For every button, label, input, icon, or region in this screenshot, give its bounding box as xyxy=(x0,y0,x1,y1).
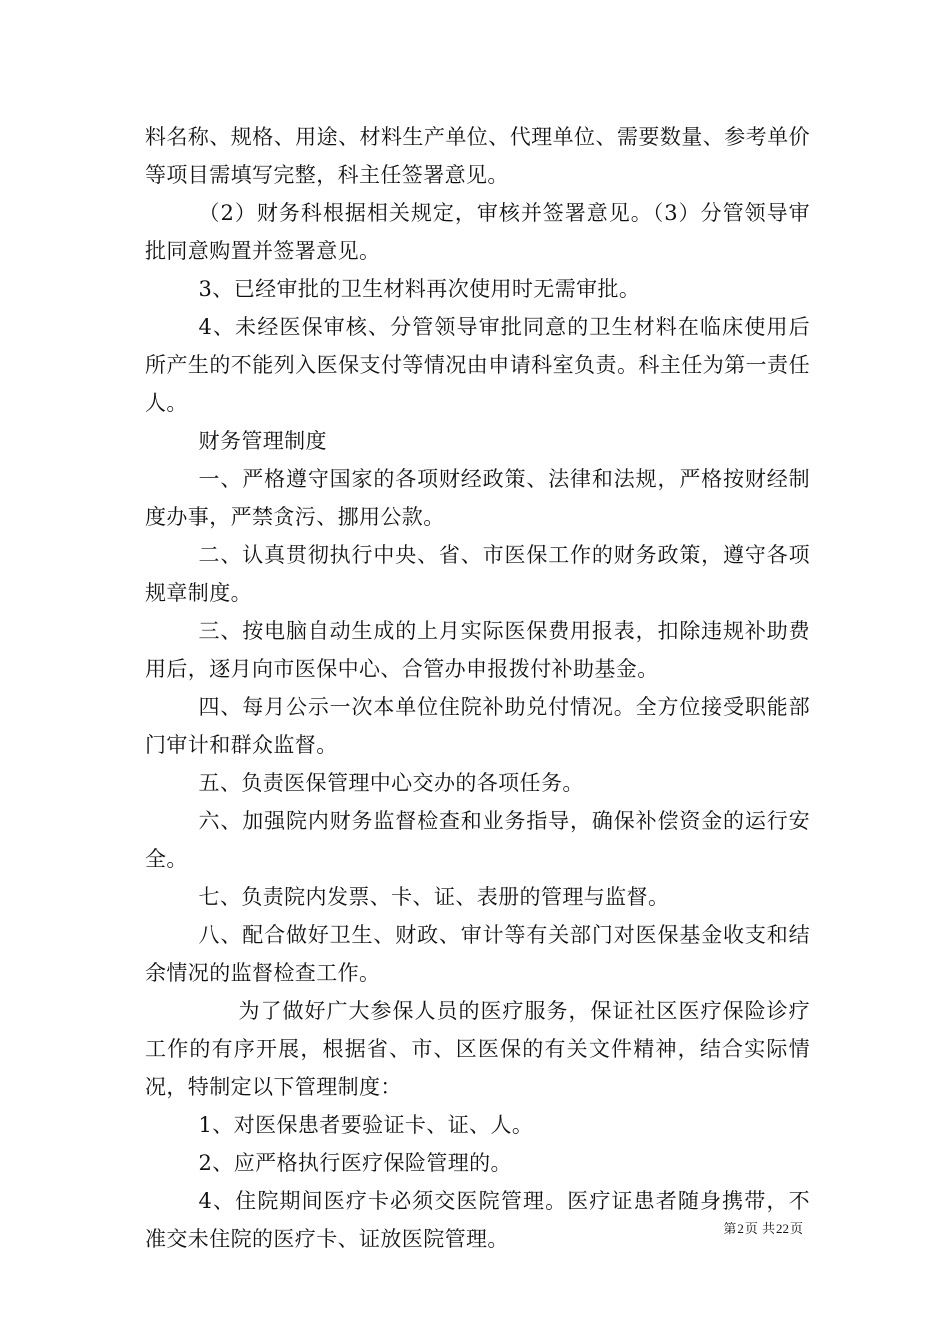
paragraph-item-1: 1、对医保患者要验证卡、证、人。 xyxy=(198,1113,534,1137)
paragraph-rule-6: 六、加强院内财务监督检查和业务指导，确保补偿资金的运行安全。 xyxy=(145,809,810,871)
paragraph-materials-continued: 料名称、规格、用途、材料生产单位、代理单位、需要数量、参考单价等项目需填写完整，科主任签署意见。 xyxy=(145,125,810,187)
footer-middle: 页 共 xyxy=(744,1222,775,1237)
footer-suffix: 页 xyxy=(789,1222,803,1237)
document-body xyxy=(145,118,810,1258)
paragraph-no-reapproval: 3、已经审批的卫生材料再次使用时无需审批。 xyxy=(198,277,641,301)
section-heading-finance: 财务管理制度 xyxy=(198,429,327,453)
footer-current-page: 2 xyxy=(737,1221,744,1236)
paragraph-unapproved-materials: 4、未经医保审核、分管领导审批同意的卫生材料在临床使用后所产生的不能列入医保支付等情况由申请科室负责。科主任为第一责任人。 xyxy=(145,315,810,415)
footer-prefix: 第 xyxy=(723,1222,737,1237)
paragraph-rule-5: 五、负责医保管理中心交办的各项任务。 xyxy=(198,771,584,795)
paragraph-rule-1: 一、严格遵守国家的各项财经政策、法律和法规，严格按财经制度办事，严禁贪污、挪用公款。 xyxy=(145,467,810,529)
paragraph-rule-7: 七、负责院内发票、卡、证、表册的管理与监督。 xyxy=(198,885,670,909)
paragraph-finance-review: （2）财务科根据相关规定，审核并签署意见。（3）分管领导审批同意购置并签署意见。 xyxy=(145,201,810,263)
paragraph-rule-3: 三、按电脑自动生成的上月实际医保费用报表，扣除违规补助费用后，逐月向市医保中心、合管办申报拨付补助基金。 xyxy=(145,619,810,681)
paragraph-intro-management: 为了做好广大参保人员的医疗服务，保证社区医疗保险诊疗工作的有序开展，根据省、市、区医保的有关文件精神，结合实际情况，特制定以下管理制度： xyxy=(145,999,810,1099)
paragraph-rule-8: 八、配合做好卫生、财政、审计等有关部门对医保基金收支和结余情况的监督检查工作。 xyxy=(145,923,810,985)
paragraph-item-4: 4、住院期间医疗卡必须交医院管理。医疗证患者随身携带，不准交未住院的医疗卡、证放医院管理。 xyxy=(145,1189,810,1251)
paragraph-rule-2: 二、认真贯彻执行中央、省、市医保工作的财务政策，遵守各项规章制度。 xyxy=(145,543,810,605)
page-footer xyxy=(723,1218,803,1237)
paragraph-rule-4: 四、每月公示一次本单位住院补助兑付情况。全方位接受职能部门审计和群众监督。 xyxy=(145,695,810,757)
paragraph-item-2: 2、应严格执行医疗保险管理的。 xyxy=(198,1151,512,1175)
footer-total-pages: 22 xyxy=(775,1221,789,1236)
